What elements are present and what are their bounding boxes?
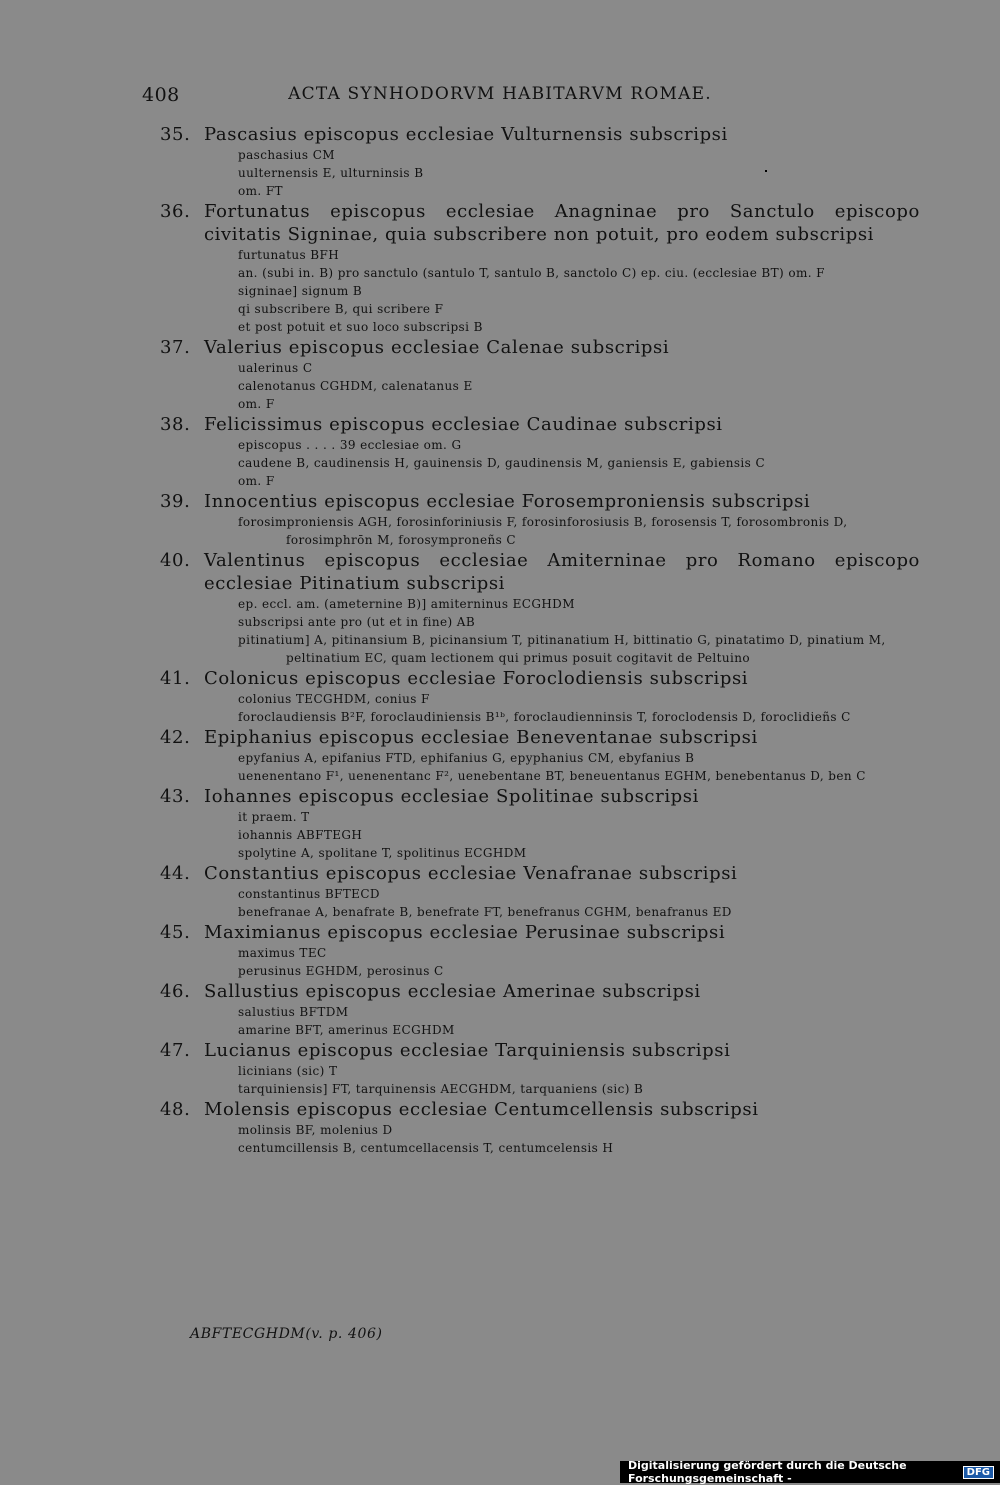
apparatus-line: amarine BFT, amerinus ECGHDM <box>238 1023 455 1037</box>
entry-number: 43. <box>160 786 191 807</box>
apparatus-line: molinsis BF, molenius D <box>238 1123 393 1137</box>
apparatus-line: spolytine A, spolitane T, spolitinus ECGHDM <box>238 846 527 860</box>
entry-text: Valerius episcopus ecclesiae Calenae subscripsi <box>204 337 670 358</box>
entry <box>160 862 920 921</box>
entry-heading <box>160 123 920 146</box>
apparatus-line: paschasius CM <box>238 148 335 162</box>
entry-heading <box>160 785 920 808</box>
entry <box>160 785 920 862</box>
apparatus-line: an. (subi in. B) pro sanctulo (santulo T, santulo B, sanctolo C) ep. ciu. (ecclesiae BT) om. F <box>238 266 825 280</box>
apparatus-line: caudene B, caudinensis H, gauinensis D, gaudinensis M, ganiensis E, gabiensis C <box>238 456 766 470</box>
entry-text: Lucianus episcopus ecclesiae Tarquiniensis subscripsi <box>204 1040 731 1061</box>
entry-heading <box>160 336 920 359</box>
entry <box>160 1039 920 1098</box>
entry <box>160 200 920 336</box>
entry <box>160 667 920 726</box>
entry <box>160 336 920 413</box>
apparatus-line: epyfanius A, epifanius FTD, ephifanius G, epyphanius CM, ebyfanius B <box>238 751 695 765</box>
dfg-logo: DFG <box>963 1466 994 1479</box>
entry-heading <box>160 413 920 436</box>
apparatus-line: et post potuit et suo loco subscripsi B <box>238 320 483 334</box>
apparatus-line: om. F <box>238 397 275 411</box>
apparatus-line: om. FT <box>238 184 283 198</box>
entry-number: 46. <box>160 981 191 1002</box>
entry <box>160 1098 920 1157</box>
entry-text: Felicissimus episcopus ecclesiae Caudinae subscripsi <box>204 414 723 435</box>
apparatus-line: signinae] signum B <box>238 284 363 298</box>
entry <box>160 123 920 200</box>
entry-heading <box>160 200 920 246</box>
entry-heading <box>160 1039 920 1062</box>
apparatus-line: iohannis ABFTEGH <box>238 828 363 842</box>
entry-heading <box>160 490 920 513</box>
page-number: 408 <box>142 84 180 106</box>
apparatus-line: centumcillensis B, centumcellacensis T, centumcelensis H <box>238 1141 614 1155</box>
entry-text: Constantius episcopus ecclesiae Venafranae subscripsi <box>204 863 738 884</box>
apparatus-line: salustius BFTDM <box>238 1005 349 1019</box>
entry-number: 48. <box>160 1099 191 1120</box>
entry-number: 42. <box>160 727 191 748</box>
entry-text: Colonicus episcopus ecclesiae Foroclodiensis subscripsi <box>204 668 749 689</box>
entry-heading <box>160 862 920 885</box>
apparatus-line: benefranae A, benafrate B, benefrate FT, benefranus CGHM, benafranus ED <box>238 905 732 919</box>
apparatus-line: colonius TECGHDM, conius F <box>238 692 430 706</box>
entry-heading <box>160 667 920 690</box>
apparatus-line: forosimproniensis AGH, forosinforiniusis F, forosinforosiusis B, forosensis T, forosombronis D, forosimphrōn M, forosymproneñs C <box>238 515 848 547</box>
entry-text: Sallustius episcopus ecclesiae Amerinae subscripsi <box>204 981 701 1002</box>
dfg-credit-bar <box>620 1461 1000 1483</box>
entry-number: 36. <box>160 201 191 222</box>
apparatus-line: uenenentano F¹, uenenentanc F², uenebentane BT, beneuentanus EGHM, benebentanus D, ben C <box>238 769 866 783</box>
entry-text: Maximianus episcopus ecclesiae Perusinae subscripsi <box>204 922 726 943</box>
dfg-credit-text: Digitalisierung gefördert durch die Deutsche Forschungsgemeinschaft - <box>628 1459 907 1485</box>
entry-text: Innocentius episcopus ecclesiae Forosemproniensis subscripsi <box>204 491 811 512</box>
apparatus-line: calenotanus CGHDM, calenatanus E <box>238 379 473 393</box>
entry-text: Molensis episcopus ecclesiae Centumcellensis subscripsi <box>204 1099 759 1120</box>
apparatus-line: it praem. T <box>238 810 310 824</box>
entry-number: 38. <box>160 414 191 435</box>
apparatus-line: qi subscribere B, qui scribere F <box>238 302 444 316</box>
entry <box>160 726 920 785</box>
entry-number: 45. <box>160 922 191 943</box>
entry-heading <box>160 549 920 595</box>
running-head: ACTA SYNHODORVM HABITARVM ROMAE. <box>288 84 712 104</box>
apparatus-line: uulternensis E, ulturninsis B <box>238 166 424 180</box>
entry-text: Iohannes episcopus ecclesiae Spolitinae subscripsi <box>204 786 699 807</box>
apparatus-line: ep. eccl. am. (ameternine B)] amiterninus ECGHDM <box>238 597 575 611</box>
entry-heading <box>160 1098 920 1121</box>
apparatus-line: licinians (sic) T <box>238 1064 338 1078</box>
apparatus-line: om. F <box>238 474 275 488</box>
apparatus-line: tarquiniensis] FT, tarquinensis AECGHDM, tarquaniens (sic) B <box>238 1082 644 1096</box>
apparatus-line: constantinus BFTECD <box>238 887 380 901</box>
entry-number: 47. <box>160 1040 191 1061</box>
entry-heading <box>160 921 920 944</box>
apparatus-line: maximus TEC <box>238 946 327 960</box>
apparatus-line: foroclaudiensis B²F, foroclaudiniensis B¹ᵇ, foroclaudienninsis T, foroclodensis D, foroclidieñs C <box>238 710 851 724</box>
entry <box>160 490 920 549</box>
entry <box>160 980 920 1039</box>
entry-number: 44. <box>160 863 191 884</box>
apparatus-line: furtunatus BFH <box>238 248 340 262</box>
entry-text: Pascasius episcopus ecclesiae Vulturnensis subscripsi <box>204 124 728 145</box>
entry-list <box>160 123 920 1157</box>
apparatus-line: pitinatium] A, pitinansium B, picinansium T, pitinanatium H, bittinatio G, pinatatimo D, pinatium M, peltinatium EC, quam lectionem qui primus posuit cogitavit de Peltuino <box>238 633 886 665</box>
entry-text: Fortunatus episcopus ecclesiae Anagninae pro Sanctulo episcopo civitatis Signinae, quia subscribere non potuit, pro eodem subscripsi <box>204 201 920 245</box>
apparatus-line: subscripsi ante pro (ut et in fine) AB <box>238 615 476 629</box>
entry-number: 40. <box>160 550 191 571</box>
entry <box>160 549 920 667</box>
entry-text: Epiphanius episcopus ecclesiae Beneventanae subscripsi <box>204 727 758 748</box>
entry-heading <box>160 980 920 1003</box>
entry-heading <box>160 726 920 749</box>
footer-sigla: ABFTECGHDM(v. p. 406) <box>190 1326 383 1342</box>
apparatus-line: perusinus EGHDM, perosinus C <box>238 964 444 978</box>
apparatus-line: ualerinus C <box>238 361 313 375</box>
apparatus-line: episcopus . . . . 39 ecclesiae om. G <box>238 438 462 452</box>
entry <box>160 413 920 490</box>
entry-number: 39. <box>160 491 191 512</box>
entry-number: 35. <box>160 124 191 145</box>
entry-text: Valentinus episcopus ecclesiae Amiterninae pro Romano episcopo ecclesiae Pitinatium subscripsi <box>204 550 920 594</box>
entry-number: 37. <box>160 337 191 358</box>
entry <box>160 921 920 980</box>
entry-number: 41. <box>160 668 191 689</box>
